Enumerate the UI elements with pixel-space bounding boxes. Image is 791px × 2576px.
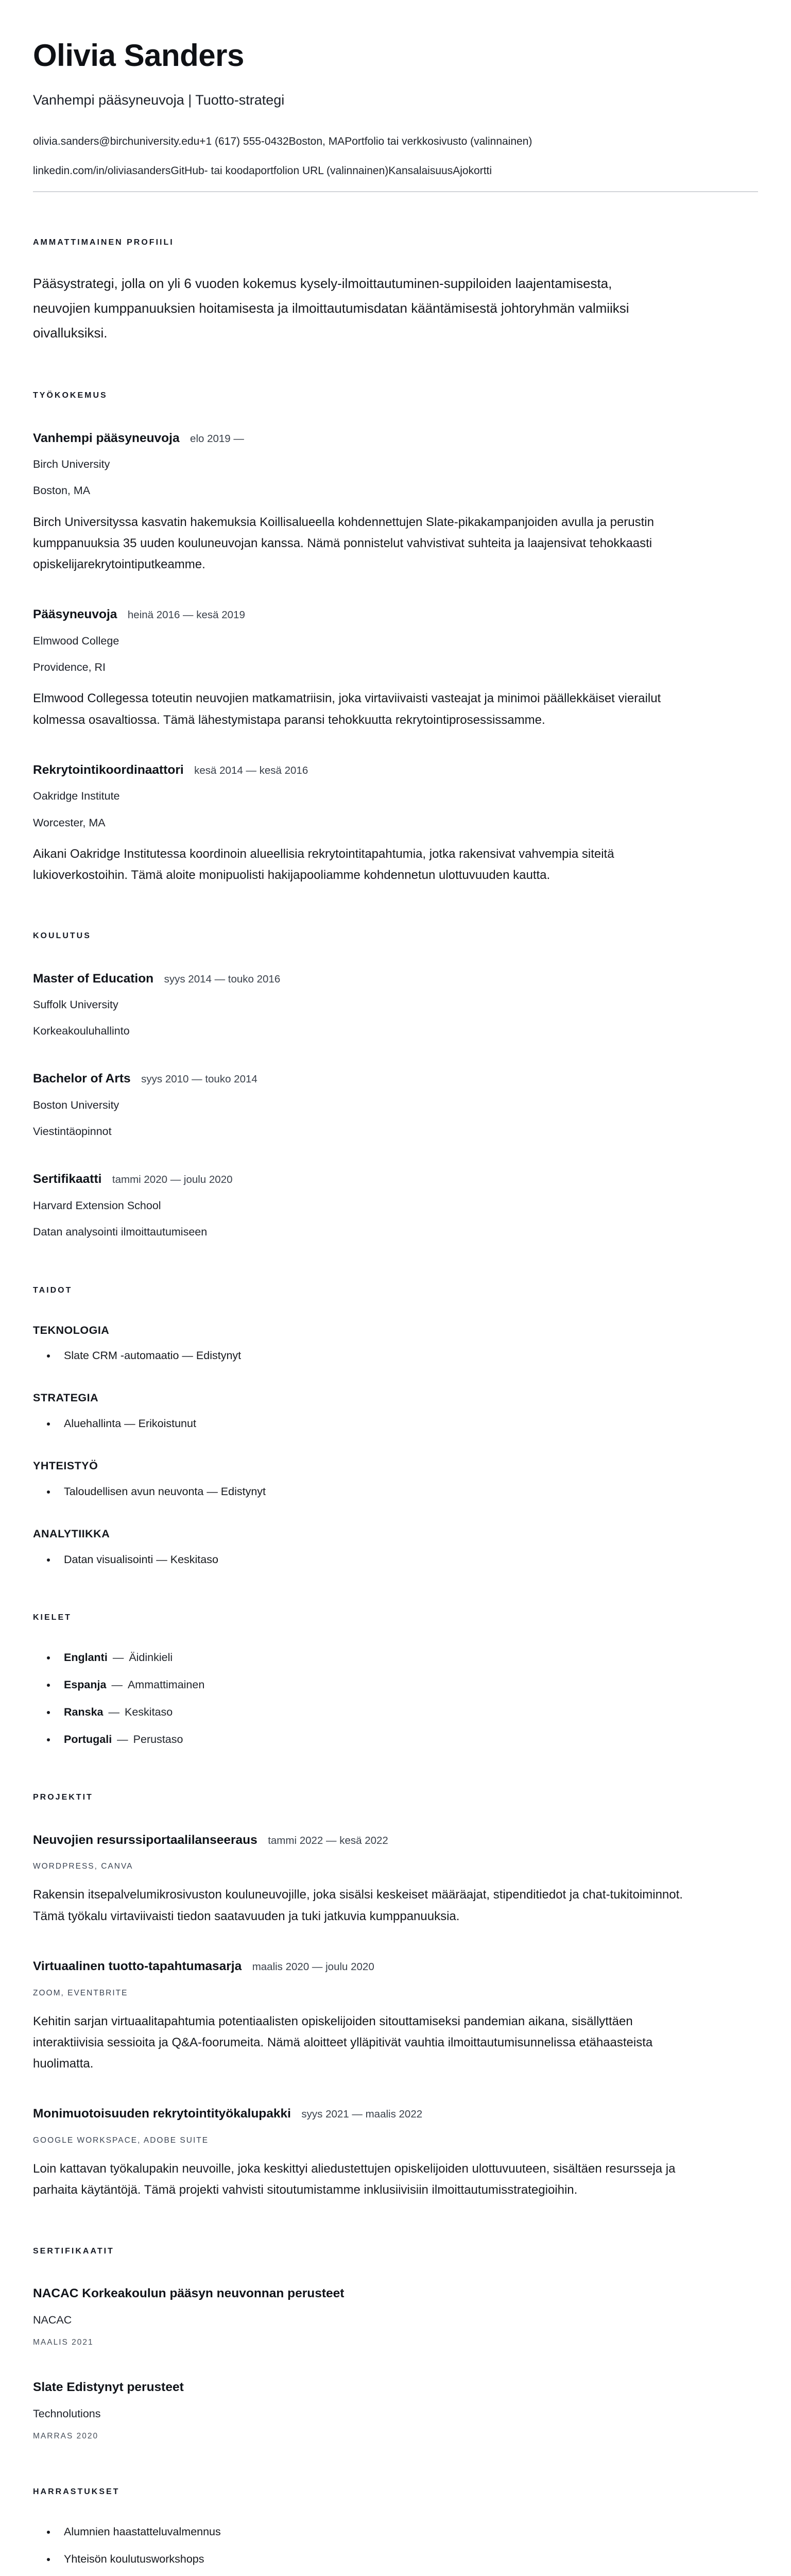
- project-title-row: [33, 1959, 758, 1975]
- skill-item: • Slate CRM -automaatio — Edistynyt: [57, 1348, 758, 1363]
- project-title: Virtuaalinen tuotto-tapahtumasarja: [33, 1959, 242, 1973]
- job-entry: [33, 431, 758, 575]
- project-title: Neuvojien resurssiportaalilanseeraus: [33, 1833, 257, 1847]
- project-dates: syys 2021 — maalis 2022: [301, 2108, 423, 2121]
- project-title-row: [33, 2106, 758, 2122]
- language-separator: —: [108, 1706, 119, 1719]
- project-entry: [33, 1833, 758, 1927]
- job-title: Rekrytointikoordinaattori: [33, 762, 184, 777]
- project-description: Loin kattavan työkalupakin neuvoille, joka keskittyi aliedustettujen opiskelijoiden ulottuvuuteen, sisältäen resursseja ja parhaita käytäntöjä. Tämä projekti vahvisti sitoutumistamme inklusiivisiin ilmoittautumisstrategioihin.: [33, 2162, 676, 2197]
- language-level: Keskitaso: [125, 1706, 173, 1719]
- skill-category: ANALYTIIKKA: [33, 1528, 110, 1540]
- person-job-title: Vanhempi pääsyneuvoja | Tuotto-strategi: [33, 92, 285, 108]
- project-title-row: [33, 1833, 758, 1849]
- drivers-license-label: Ajokortti: [453, 164, 492, 177]
- education-title-row: [33, 1071, 758, 1087]
- project-description: Kehitin sarjan virtuaalitapahtumia potentiaalisten opiskelijoiden sitouttamiseksi pandemian aikana, sisällyttäen interaktiivisia sessioita ja Q&A-foorumeita. Nämä aloitteet ylläpitivät vauhtia ilmoittautumisunnelissa etähaasteista huolimatta.: [33, 2014, 653, 2071]
- skill-group: [33, 1391, 758, 1431]
- projects-heading: PROJEKTIT: [33, 1793, 93, 1802]
- project-title: Monimuotoisuuden rekrytointityökalupakki: [33, 2107, 291, 2121]
- skill-list: [33, 1552, 758, 1567]
- skill-item: • Datan visualisointi — Keskitaso: [57, 1552, 758, 1567]
- skill-group: [33, 1527, 758, 1567]
- skill-item: • Taloudellisen avun neuvonta — Edistynyt: [57, 1484, 758, 1499]
- project-entry: [33, 2106, 758, 2200]
- linkedin-text: linkedin.com/in/oliviasanders: [33, 164, 171, 177]
- job-company: Birch University: [33, 458, 110, 471]
- job-dates: kesä 2014 — kesä 2016: [194, 764, 308, 776]
- profile-summary: Pääsystrategi, jolla on yli 6 vuoden kokemus kysely-ilmoittautuminen-suppiloiden laajentamisesta, neuvojien kumppanuuksien hoitamisesta ja ilmoittautumisdatan kääntämisestä johtoryhmän valmiiksi oivalluksiksi.: [33, 276, 629, 341]
- certification-date: MARRAS 2020: [33, 2431, 99, 2441]
- resume-header: [33, 40, 758, 192]
- work-heading: TYÖKOKEMUS: [33, 391, 108, 400]
- section-work: [33, 391, 758, 886]
- certification-title-row: [33, 2286, 758, 2302]
- citizenship-label: Kansalaisuus: [388, 164, 453, 177]
- section-skills: [33, 1285, 758, 1567]
- language-item: [57, 1650, 758, 1665]
- education-entry: [33, 971, 758, 1040]
- person-name: Olivia Sanders: [33, 38, 244, 73]
- field-of-study: Viestintäopinnot: [33, 1125, 112, 1138]
- section-education: [33, 931, 758, 1240]
- languages-heading: KIELET: [33, 1613, 72, 1622]
- hobby-item: • Yhteisön koulutusworkshops: [57, 2552, 758, 2567]
- certification-date: MAALIS 2021: [33, 2337, 94, 2347]
- section-profile: [33, 238, 758, 345]
- header-divider: [33, 191, 758, 192]
- skill-group: [33, 1459, 758, 1499]
- degree-title: Bachelor of Arts: [33, 1072, 131, 1086]
- skill-list: [33, 1484, 758, 1499]
- project-dates: maalis 2020 — joulu 2020: [252, 1960, 374, 1973]
- skill-list: [33, 1416, 758, 1431]
- certifications-heading: SERTIFIKAATIT: [33, 2246, 114, 2256]
- hobbies-heading: HARRASTUKSET: [33, 2487, 120, 2496]
- job-title-row: [33, 762, 758, 778]
- skill-category: YHTEISTYÖ: [33, 1460, 98, 1472]
- language-separator: —: [117, 1733, 128, 1746]
- degree-title: Sertifikaatti: [33, 1172, 102, 1187]
- certification-name: Slate Edistynyt perusteet: [33, 2380, 184, 2394]
- degree-dates: tammi 2020 — joulu 2020: [112, 1174, 233, 1186]
- contact-line-2: [33, 164, 758, 178]
- skills-heading: TAIDOT: [33, 1286, 73, 1295]
- job-dates: heinä 2016 — kesä 2019: [127, 609, 245, 621]
- hobby-item: • Alumnien haastatteluvalmennus: [57, 2524, 758, 2539]
- field-of-study: Datan analysointi ilmoittautumiseen: [33, 1226, 208, 1239]
- skill-item: • Aluehallinta — Erikoistunut: [57, 1416, 758, 1431]
- project-tools: GOOGLE WORKSPACE, ADOBE SUITE: [33, 2136, 209, 2145]
- degree-dates: syys 2014 — touko 2016: [164, 973, 281, 985]
- job-title: Pääsyneuvoja: [33, 607, 117, 622]
- skill-list: [33, 1348, 758, 1363]
- github-placeholder-text: GitHub- tai koodaportfolion URL (valinnainen): [170, 164, 389, 177]
- language-item: [57, 1732, 758, 1747]
- school-name: Harvard Extension School: [33, 1199, 161, 1212]
- job-location: Boston, MA: [33, 484, 91, 497]
- degree-dates: syys 2010 — touko 2014: [141, 1073, 257, 1086]
- language-name: Englanti: [64, 1651, 108, 1664]
- certification-name: NACAC Korkeakoulun pääsyn neuvonnan perusteet: [33, 2286, 345, 2300]
- certification-entry: [33, 2286, 758, 2348]
- language-separator: —: [112, 1651, 124, 1664]
- email-text: olivia.sanders@birchuniversity.edu: [33, 135, 200, 148]
- job-company: Oakridge Institute: [33, 790, 120, 803]
- project-entry: [33, 1959, 758, 2075]
- education-title-row: [33, 1172, 758, 1188]
- job-company: Elmwood College: [33, 634, 119, 647]
- education-title-row: [33, 971, 758, 987]
- section-certifications: [33, 2246, 758, 2442]
- portfolio-placeholder-text: Portfolio tai verkkosivusto (valinnainen): [345, 135, 532, 148]
- hobby-list: [33, 2524, 758, 2576]
- contact-line-1: [33, 135, 758, 148]
- language-name: Espanja: [64, 1679, 107, 1691]
- certification-entry: [33, 2380, 758, 2442]
- language-separator: —: [111, 1679, 123, 1691]
- profile-heading: AMMATTIMAINEN PROFIILI: [33, 238, 174, 247]
- job-location: Worcester, MA: [33, 816, 106, 829]
- section-hobbies: [33, 2487, 758, 2576]
- education-entry: [33, 1172, 758, 1240]
- job-entry: [33, 607, 758, 731]
- location-text: Boston, MA: [288, 135, 345, 148]
- job-description: Elmwood Collegessa toteutin neuvojien matkamatriisin, joka virtaviivaisti vasteajat ja minimoi päällekkäiset vierailut kolmessa osavaltiossa. Tämä lähestymistapa paransi tehokkuutta rekrytointiprosessissamme.: [33, 691, 661, 727]
- language-name: Ranska: [64, 1706, 104, 1719]
- section-projects: [33, 1792, 758, 2200]
- certification-org: Technolutions: [33, 2407, 101, 2420]
- resume-page: [33, 40, 758, 2576]
- job-title-row: [33, 607, 758, 623]
- skill-category: TEKNOLOGIA: [33, 1324, 110, 1336]
- field-of-study: Korkeakouluhallinto: [33, 1025, 130, 1038]
- education-entry: [33, 1071, 758, 1140]
- school-name: Boston University: [33, 1099, 119, 1112]
- project-tools: WORDPRESS, CANVA: [33, 1862, 133, 1871]
- job-entry: [33, 762, 758, 886]
- language-level: Perustaso: [133, 1733, 183, 1746]
- language-list: [33, 1650, 758, 1747]
- job-description: Birch Universityssa kasvatin hakemuksia Koillisalueella kohdennettujen Slate-pikakampanjoiden avulla ja perustin kumppanuuksia 35 uuden kouluneuvojan kanssa. Nämä ponnistelut vahvistivat suhteita ja laajensivat tehokkaasti opiskelijarekrytointiputkeamme.: [33, 515, 654, 572]
- job-title-row: [33, 431, 758, 447]
- language-level: Ammattimainen: [127, 1679, 205, 1691]
- section-languages: [33, 1613, 758, 1747]
- project-description: Rakensin itsepalvelumikrosivuston kouluneuvojille, joka sisälsi keskeiset määräajat, stipenditiedot ja chat-tukitoiminnot. Tämä työkalu virtaviivaisti tiedon saatavuuden ja tuki jatkuvia kumppanuuksia.: [33, 1888, 683, 1923]
- education-heading: KOULUTUS: [33, 931, 91, 941]
- language-item: [57, 1705, 758, 1720]
- language-level: Äidinkieli: [129, 1651, 173, 1664]
- degree-title: Master of Education: [33, 971, 154, 986]
- language-item: [57, 1677, 758, 1692]
- job-title: Vanhempi pääsyneuvoja: [33, 431, 180, 445]
- certification-org: NACAC: [33, 2313, 72, 2326]
- project-dates: tammi 2022 — kesä 2022: [268, 1834, 388, 1846]
- language-name: Portugali: [64, 1733, 112, 1746]
- skill-category: STRATEGIA: [33, 1392, 99, 1404]
- certification-title-row: [33, 2380, 758, 2396]
- phone-text: +1 (617) 555-0432: [199, 135, 289, 148]
- job-dates: elo 2019 —: [190, 432, 244, 445]
- project-tools: ZOOM, EVENTBRITE: [33, 1988, 128, 1997]
- job-location: Providence, RI: [33, 661, 106, 674]
- job-description: Aikani Oakridge Institutessa koordinoin alueellisia rekrytointitapahtumia, jotka rakensivat vahvempia siteitä lukioverkostoihin. Tämä aloite monipuolisti hakijapooliamme kohdennetun ulottuvuuden kautta.: [33, 846, 614, 883]
- school-name: Suffolk University: [33, 998, 118, 1011]
- skill-group: [33, 1324, 758, 1364]
